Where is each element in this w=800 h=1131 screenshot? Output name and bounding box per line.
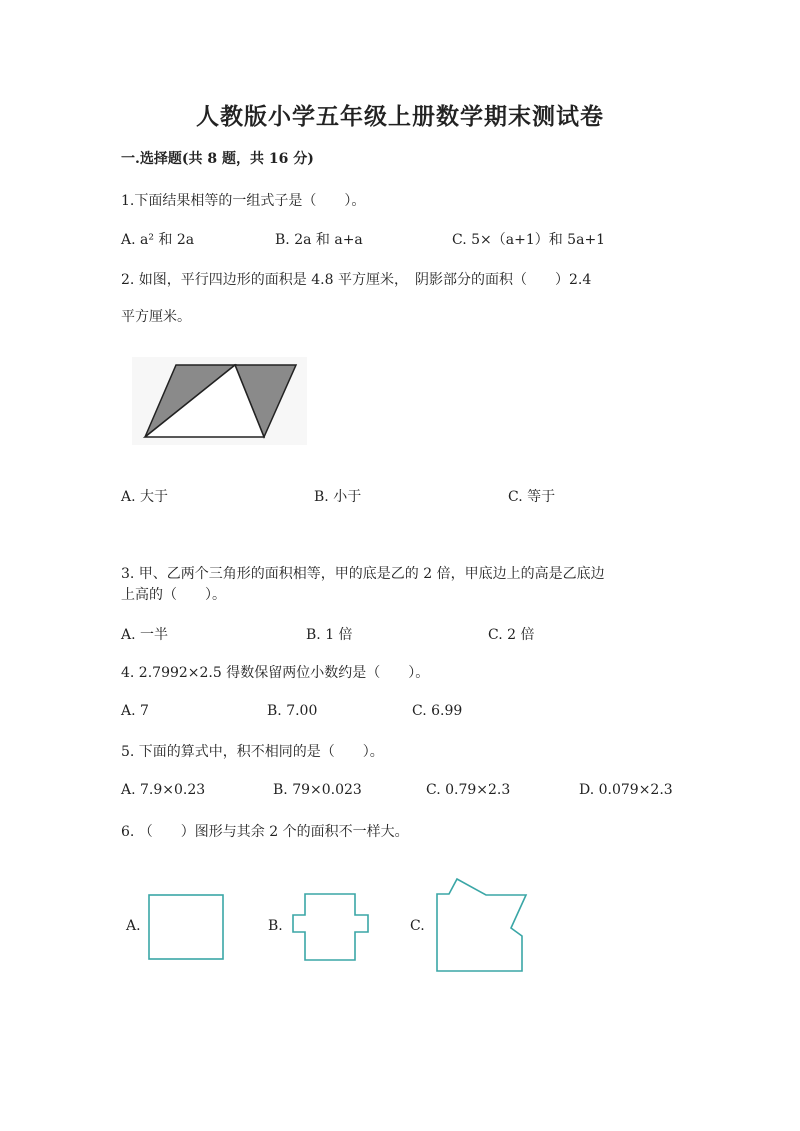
shape-b-notched [292, 893, 370, 961]
q5-option-a: A. 7.9×0.23 [121, 782, 206, 798]
section-heading: 一.选择题(共 8 题，共 16 分) [121, 151, 314, 167]
figure-label-c: C. [410, 918, 425, 934]
figure-label-b: B. [268, 918, 283, 934]
q3-option-b: B. 1 倍 [306, 627, 353, 643]
q1-option-a: A. a² 和 2a [121, 232, 195, 248]
question-2-line1: 2. 如图，平行四边形的面积是 4.8 平方厘米， 阴影部分的面积（ ）2.4 [121, 272, 592, 288]
question-2-line2: 平方厘米。 [121, 309, 191, 325]
q4-option-a: A. 7 [121, 703, 149, 719]
q4-option-c: C. 6.99 [412, 703, 463, 719]
q2-option-c: C. 等于 [508, 489, 556, 505]
parallelogram-figure [132, 357, 307, 445]
q5-option-b: B. 79×0.023 [273, 782, 362, 798]
shape-c-irregular [436, 878, 528, 972]
q4-option-b: B. 7.00 [267, 703, 318, 719]
shape-a-rectangle [148, 894, 224, 960]
q5-option-c: C. 0.79×2.3 [426, 782, 511, 798]
q5-option-d: D. 0.079×2.3 [579, 782, 673, 798]
q2-option-a: A. 大于 [121, 489, 169, 505]
page-title: 人教版小学五年级上册数学期末测试卷 [196, 103, 604, 130]
question-4: 4. 2.7992×2.5 得数保留两位小数约是（ ）。 [121, 665, 430, 681]
q3-option-c: C. 2 倍 [488, 627, 535, 643]
q2-option-b: B. 小于 [314, 489, 362, 505]
question-6: 6. （ ）图形与其余 2 个的面积不一样大。 [121, 824, 409, 840]
q1-option-c: C. 5×（a+1）和 5a+1 [452, 232, 606, 248]
question-3-line1: 3. 甲、乙两个三角形的面积相等，甲的底是乙的 2 倍，甲底边上的高是乙底边 [121, 566, 605, 582]
question-3-line2: 上高的（ ）。 [121, 587, 226, 603]
q3-option-a: A. 一半 [121, 627, 169, 643]
figure-label-a: A. [126, 918, 141, 934]
question-5: 5. 下面的算式中，积不相同的是（ ）。 [121, 744, 384, 760]
question-1: 1.下面结果相等的一组式子是（ ）。 [121, 193, 366, 209]
q1-option-b: B. 2a 和 a+a [275, 232, 363, 248]
